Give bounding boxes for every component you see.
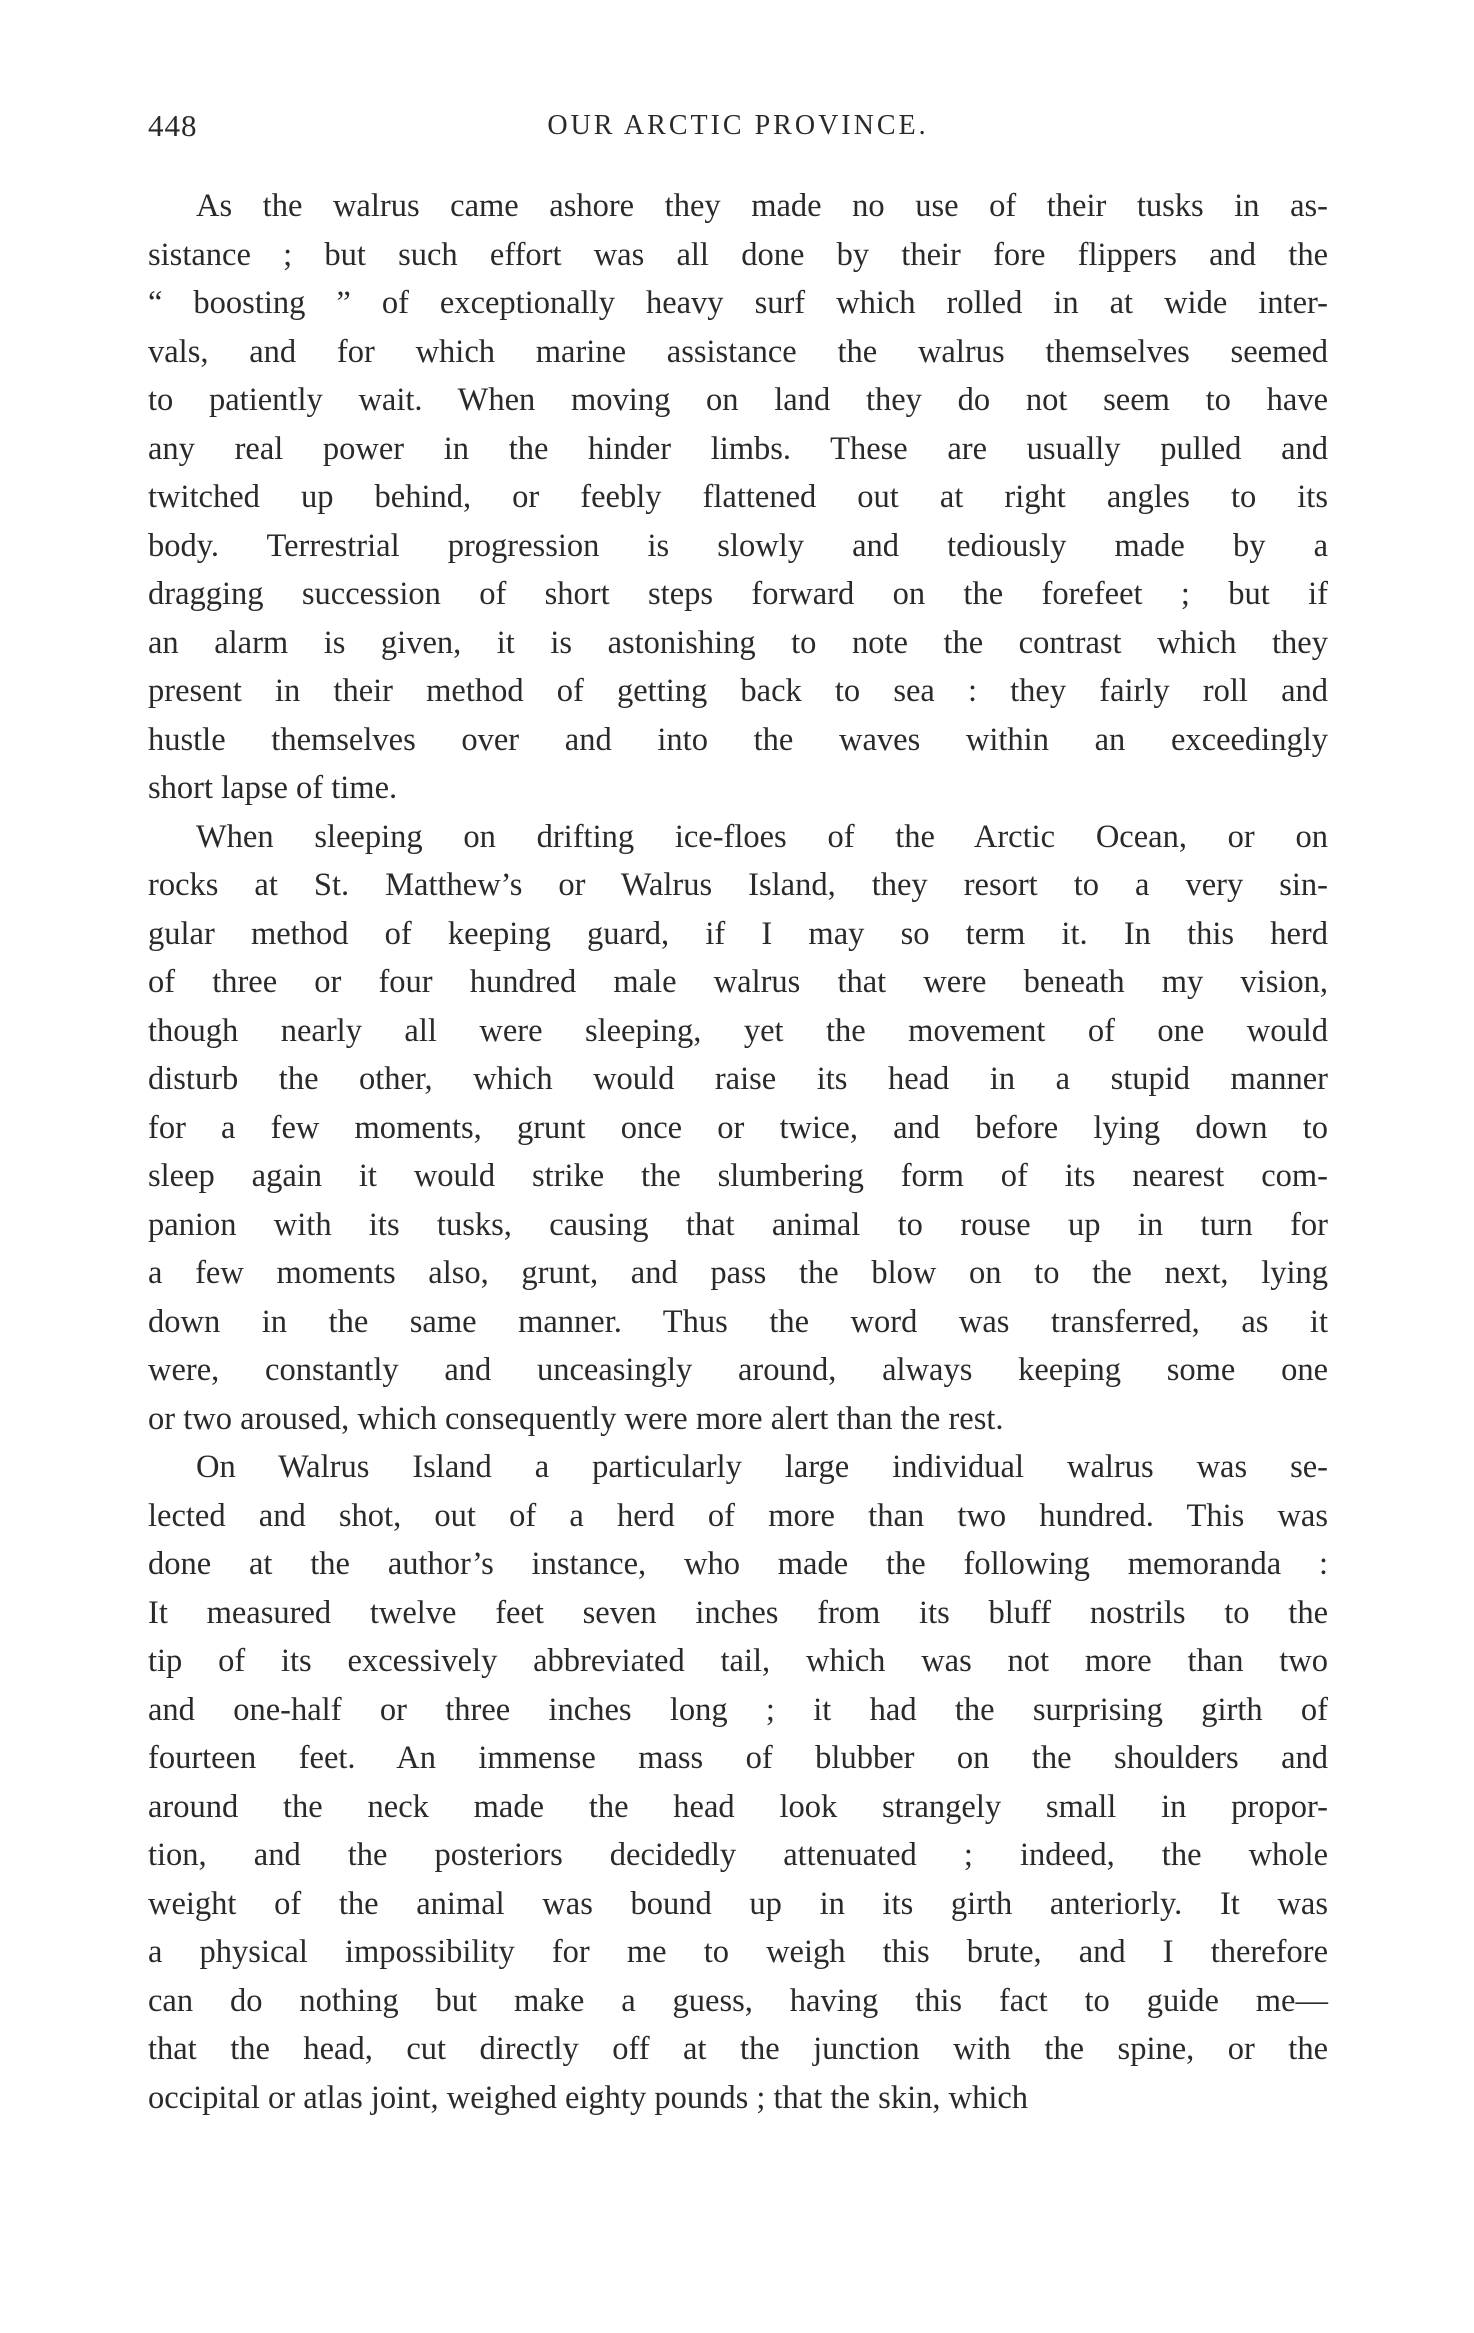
text-line: to patiently wait. When moving on land they do not seem to have xyxy=(148,382,1328,418)
text-line: an alarm is given, it is astonishing to note the contrast which they xyxy=(148,624,1328,661)
paragraph xyxy=(148,182,1328,813)
text-line: though nearly all were sleeping, yet the movement of one would xyxy=(148,1012,1328,1049)
text-line: sleep again it would strike the slumbering form of its nearest com- xyxy=(148,1158,1328,1194)
text-line: panion with its tusks, causing that animal to rouse up in turn for xyxy=(148,1206,1328,1243)
text-line: tip of its excessively abbreviated tail, which was not more than two xyxy=(148,1643,1328,1679)
text-line: disturb the other, which would raise its head in a stupid manner xyxy=(148,1061,1328,1097)
text-line: that the head, cut directly off at the junction with the spine, or the xyxy=(148,2031,1328,2067)
text-line: weight of the animal was bound up in its girth anteriorly. It was xyxy=(148,1885,1328,1922)
paragraph xyxy=(148,813,1328,1444)
page-number: 448 xyxy=(148,108,198,143)
text-line: rocks at St. Matthew’s or Walrus Island, they resort to a very sin- xyxy=(148,867,1328,903)
text-line: of three or four hundred male walrus that were beneath my vision, xyxy=(148,964,1328,1000)
text-line: or two aroused, which consequently were more alert than the rest. xyxy=(148,1400,1004,1437)
text-line: were, constantly and unceasingly around, always keeping some one xyxy=(148,1352,1328,1388)
text-line: vals, and for which marine assistance the walrus themselves seemed xyxy=(148,333,1328,370)
text-line: around the neck made the head look strangely small in propor- xyxy=(148,1788,1328,1825)
text-line: gular method of keeping guard, if I may so term it. In this herd xyxy=(148,915,1328,952)
text-line: present in their method of getting back to sea : they fairly roll and xyxy=(148,673,1328,709)
text-line: On Walrus Island a particularly large individual walrus was se- xyxy=(196,1449,1328,1485)
text-line: for a few moments, grunt once or twice, and before lying down to xyxy=(148,1109,1328,1146)
text-line: hustle themselves over and into the waves within an exceedingly xyxy=(148,721,1328,758)
text-line: As the walrus came ashore they made no use of their tusks in as- xyxy=(196,188,1328,224)
text-line: twitched up behind, or feebly flattened out at right angles to its xyxy=(148,479,1328,515)
text-line: When sleeping on drifting ice-floes of the Arctic Ocean, or on xyxy=(196,818,1328,855)
text-line: a few moments also, grunt, and pass the blow on to the next, lying xyxy=(148,1255,1328,1291)
text-line: body. Terrestrial progression is slowly and tediously made by a xyxy=(148,527,1328,564)
page-header xyxy=(148,108,1328,148)
text-line: “ boosting ” of exceptionally heavy surf which rolled in at wide inter- xyxy=(148,285,1328,321)
text-line: occipital or atlas joint, weighed eighty pounds ; that the skin, which xyxy=(148,2079,1029,2116)
text-line: fourteen feet. An immense mass of blubber on the shoulders and xyxy=(148,1740,1328,1776)
text-line: It measured twelve feet seven inches from its bluff nostrils to the xyxy=(148,1594,1328,1631)
text-line: and one-half or three inches long ; it had the surprising girth of xyxy=(148,1691,1328,1728)
paragraph xyxy=(148,1443,1328,2122)
text-line: can do nothing but make a guess, having this fact to guide me— xyxy=(148,1982,1328,2019)
text-line: sistance ; but such effort was all done by their fore flippers and the xyxy=(148,236,1328,273)
running-title: OUR ARCTIC PROVINCE. xyxy=(547,110,929,141)
text-line: dragging succession of short steps forward on the forefeet ; but if xyxy=(148,576,1328,612)
text-line: lected and shot, out of a herd of more than two hundred. This was xyxy=(148,1497,1328,1534)
text-line: done at the author’s instance, who made the following memoranda : xyxy=(148,1546,1328,1582)
text-line: tion, and the posteriors decidedly attenuated ; indeed, the whole xyxy=(148,1837,1328,1873)
text-line: down in the same manner. Thus the word was transferred, as it xyxy=(148,1303,1328,1340)
text-line: any real power in the hinder limbs. These are usually pulled and xyxy=(148,430,1328,467)
body-text xyxy=(148,182,1328,2122)
text-line: short lapse of time. xyxy=(148,770,398,806)
text-line: a physical impossibility for me to weigh this brute, and I therefore xyxy=(148,1934,1328,1970)
